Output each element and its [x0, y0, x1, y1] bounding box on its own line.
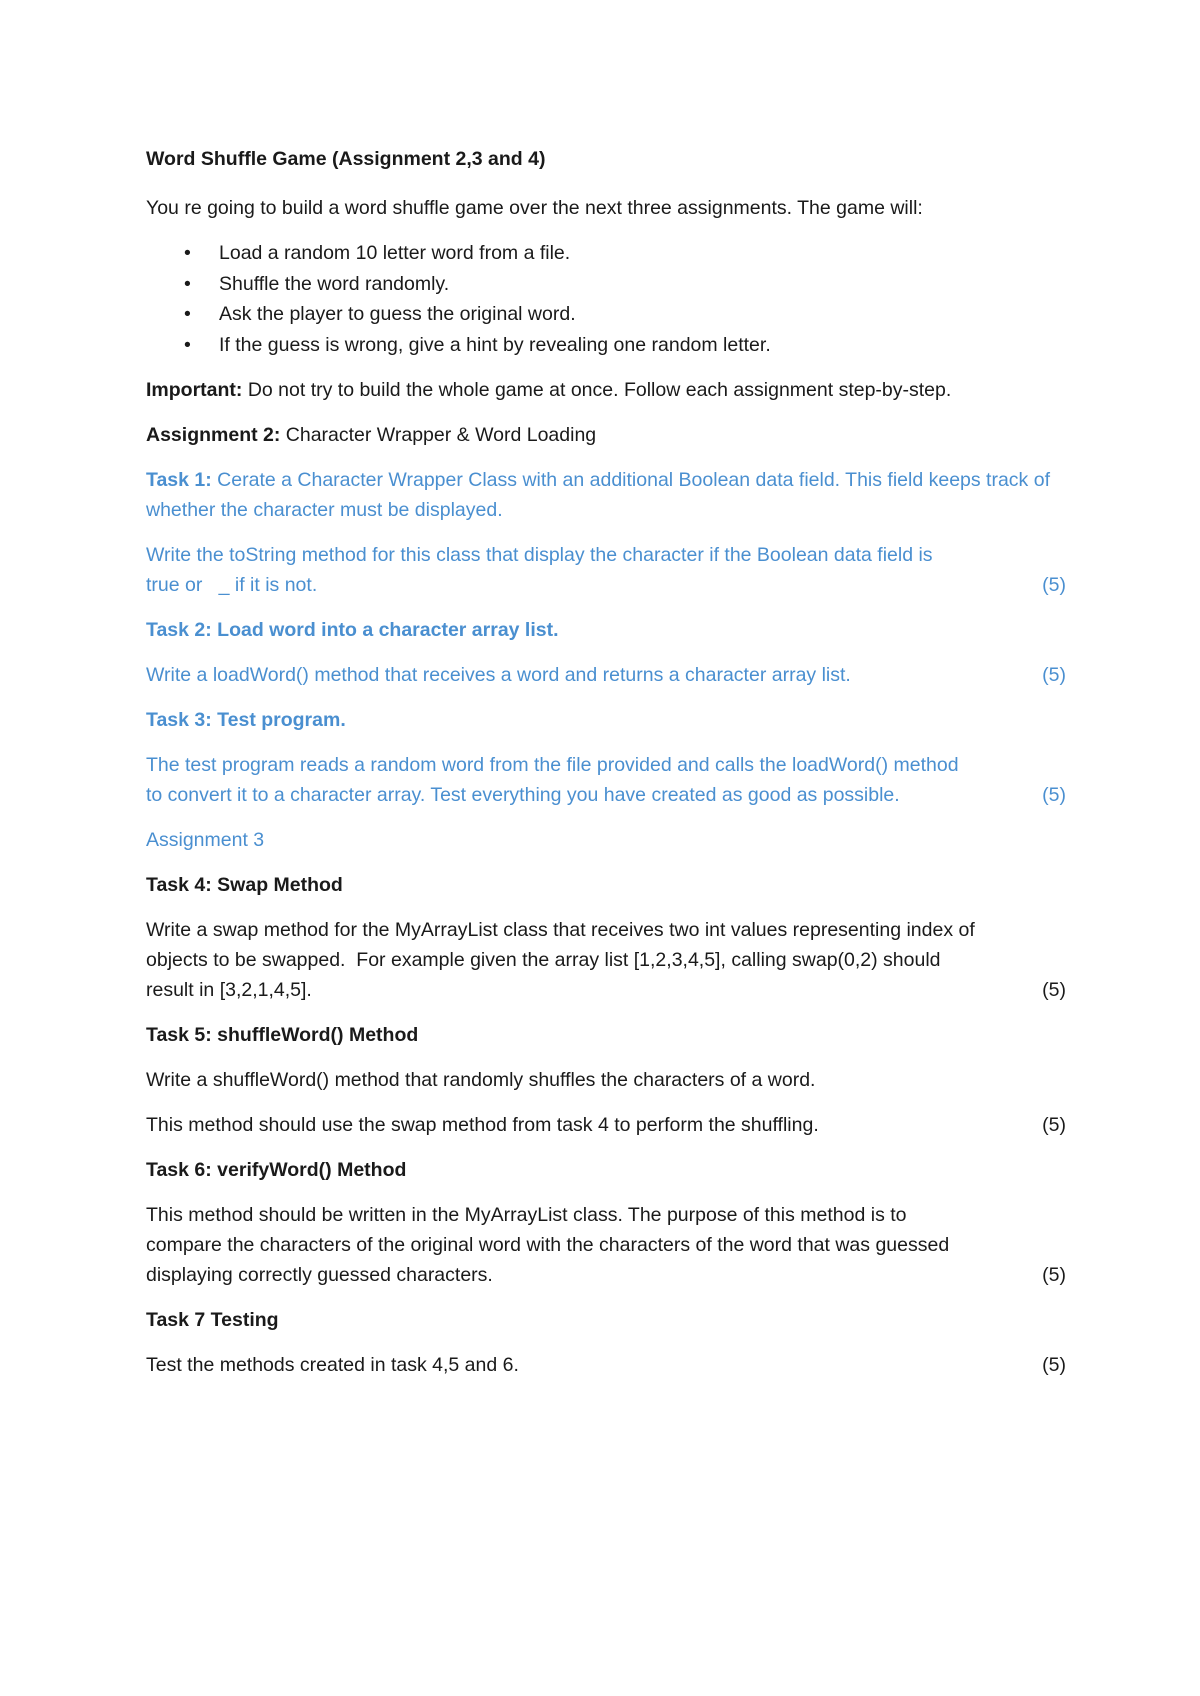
task2-mark: (5) [1042, 664, 1066, 686]
task3-line1: The test program reads a random word from the file provided and calls the loadWord() method [146, 754, 959, 776]
task1-tostring-line2-row [146, 570, 1066, 600]
task6-heading: Task 6: verifyWord() Method [146, 1159, 407, 1181]
task1-tostring-paragraph [146, 540, 1066, 600]
important-text: Do not try to build the whole game at once. Follow each assignment step-by-step. [242, 379, 952, 401]
assignment2-heading [146, 420, 1066, 450]
list-item [146, 299, 1066, 330]
important-label: Important: [146, 379, 243, 401]
task1-label: Task 1: [146, 469, 212, 491]
task1-paragraph [146, 465, 1066, 525]
bullet-icon: • [184, 272, 191, 295]
list-item [146, 330, 1066, 361]
task1-text: Cerate a Character Wrapper Class with an additional Boolean data field. This field keeps track of whether the character must be displayed. [146, 469, 1050, 521]
task4-mark: (5) [1042, 979, 1066, 1001]
task2-paragraph [146, 660, 1066, 690]
assignment3-heading: Assignment 3 [146, 829, 265, 851]
list-item-text: Ask the player to guess the original word. [219, 303, 576, 325]
bullet-icon: • [184, 333, 191, 356]
task4-line3: result in [3,2,1,4,5]. [146, 979, 312, 1001]
task6-line3: displaying correctly guessed characters. [146, 1264, 493, 1286]
task4-line3-row [146, 975, 1066, 1005]
list-item [146, 238, 1066, 269]
task4-paragraph [146, 915, 1066, 1005]
task1-tostring-line1: Write the toString method for this class that display the character if the Boolean data field is [146, 544, 933, 566]
task5-paragraph2 [146, 1110, 1066, 1140]
list-item [146, 269, 1066, 300]
task7-mark: (5) [1042, 1354, 1066, 1376]
task3-heading: Task 3: Test program. [146, 709, 346, 731]
assignment2-label: Assignment 2: [146, 424, 281, 446]
document-title: Word Shuffle Game (Assignment 2,3 and 4) [146, 148, 546, 170]
list-item-text: Shuffle the word randomly. [219, 272, 450, 295]
game-steps-list [146, 238, 1066, 360]
document-body [146, 144, 1066, 1395]
assignment2-text: Character Wrapper & Word Loading [280, 424, 597, 446]
task5-text2: This method should use the swap method from task 4 to perform the shuffling. [146, 1114, 819, 1136]
important-note [146, 375, 1066, 405]
task6-line1: This method should be written in the MyArrayList class. The purpose of this method is to [146, 1204, 907, 1226]
task4-line2: objects to be swapped. For example given the array list [1,2,3,4,5], calling swap(0,2) should [146, 949, 941, 971]
task1-mark: (5) [1042, 574, 1066, 596]
task6-mark: (5) [1042, 1264, 1066, 1286]
task3-line2: to convert it to a character array. Test everything you have created as good as possible. [146, 784, 900, 806]
list-item-text: If the guess is wrong, give a hint by revealing one random letter. [219, 333, 771, 356]
bullet-icon: • [184, 242, 191, 264]
task5-paragraph1: Write a shuffleWord() method that randomly shuffles the characters of a word. [146, 1069, 816, 1091]
task3-line2-row [146, 780, 1066, 810]
task3-mark: (5) [1042, 784, 1066, 806]
intro-paragraph: You re going to build a word shuffle game over the next three assignments. The game will: [146, 197, 923, 219]
task3-paragraph [146, 750, 1066, 810]
task6-paragraph [146, 1200, 1066, 1290]
task5-mark: (5) [1042, 1114, 1066, 1136]
task7-text: Test the methods created in task 4,5 and 6. [146, 1354, 519, 1376]
task1-tostring-line2: true or _ if it is not. [146, 574, 318, 596]
task2-heading: Task 2: Load word into a character array list. [146, 619, 559, 641]
task4-heading: Task 4: Swap Method [146, 874, 343, 896]
task7-paragraph [146, 1350, 1066, 1380]
task5-heading: Task 5: shuffleWord() Method [146, 1024, 419, 1046]
list-item-text: Load a random 10 letter word from a file. [219, 242, 571, 264]
task7-heading: Task 7 Testing [146, 1309, 279, 1331]
task6-line2: compare the characters of the original word with the characters of the word that was guessed [146, 1234, 950, 1256]
task4-line1: Write a swap method for the MyArrayList class that receives two int values representing index of [146, 919, 975, 941]
bullet-icon: • [184, 303, 191, 325]
task6-line3-row [146, 1260, 1066, 1290]
task2-text: Write a loadWord() method that receives a word and returns a character array list. [146, 664, 851, 686]
